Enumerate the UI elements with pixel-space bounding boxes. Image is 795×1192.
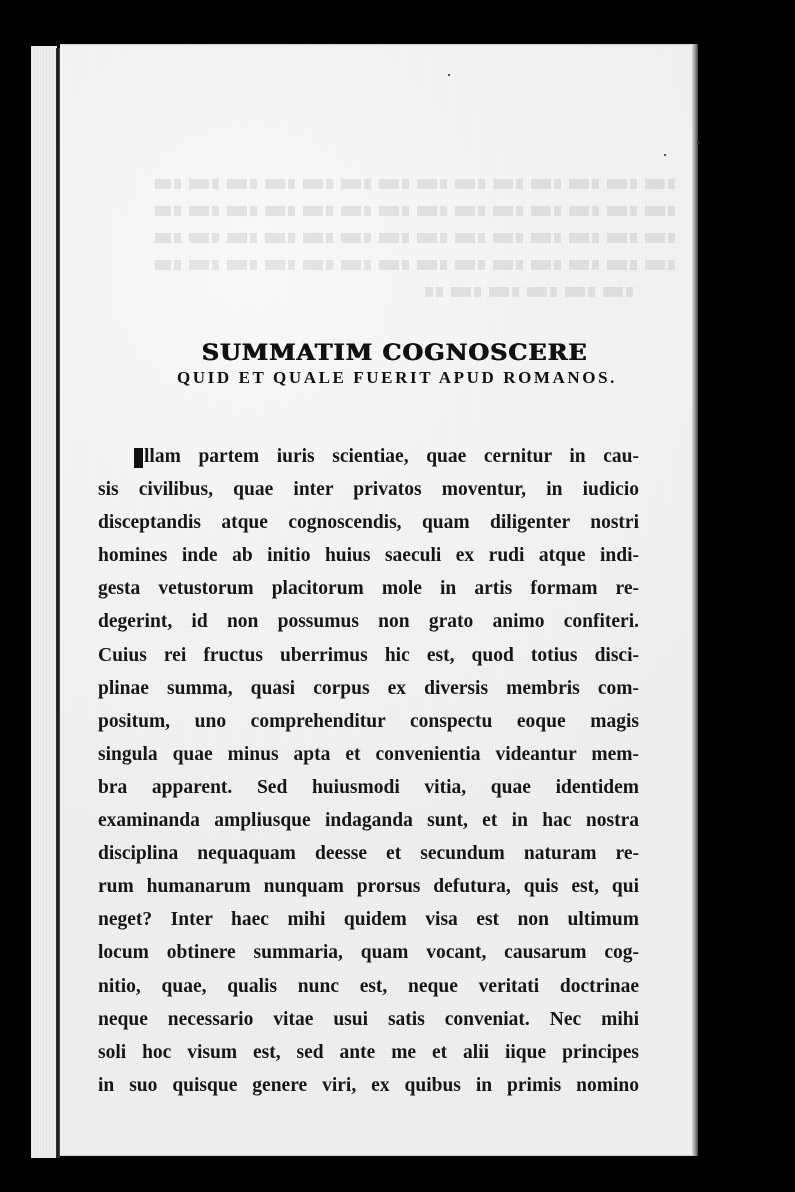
chapter-subtitle: QUID ET QUALE FUERIT APUD ROMANOS.: [176, 368, 618, 387]
drop-cap: [134, 448, 143, 468]
text-line: [98, 440, 639, 473]
body-paragraph: [98, 440, 639, 1102]
paper-speck: [697, 141, 700, 144]
text-line: neque necessario vitae usui satis conveniat. Nec mihi: [98, 1008, 639, 1030]
text-line: homines inde ab initio huius saeculi ex rudi atque indi-: [98, 545, 639, 567]
text-line: locum obtinere summaria, quam vocant, causarum cog-: [98, 942, 639, 964]
text-line: degerint, id non possumus non grato animo confiteri.: [98, 611, 639, 633]
text-line: gesta vetustorum placitorum mole in artis formam re-: [98, 578, 639, 600]
text-line: rum humanarum nunquam prorsus defutura, quis est, qui: [98, 876, 639, 898]
text-line: positum, uno comprehenditur conspectu eoque magis: [98, 710, 639, 732]
chapter-heading: [60, 340, 698, 388]
paper-speck: [664, 154, 666, 156]
reverse-side-show-through: [155, 179, 675, 339]
text-line: in suo quisque genere viri, ex quibus in primis nomino: [98, 1074, 639, 1096]
page-right-edge: [692, 44, 698, 1156]
previous-leaf-edge: [31, 46, 57, 1158]
text-line: singula quae minus apta et convenientia videantur mem-: [98, 743, 639, 765]
chapter-title: SUMMATIM COGNOSCERE: [202, 340, 588, 366]
text-line: plinae summa, quasi corpus ex diversis membris com-: [98, 677, 639, 699]
text-line: examinanda ampliusque indaganda sunt, et in hac nostra: [98, 810, 639, 832]
text-line: nitio, quae, qualis nunc est, neque veritati doctrinae: [98, 975, 639, 997]
text-line-content: llam partem iuris scientiae, quae cernitur in cau-: [144, 446, 639, 467]
text-line: disciplina nequaquam deesse et secundum naturam re-: [98, 843, 639, 865]
text-line: neget? Inter haec mihi quidem visa est non ultimum: [98, 909, 639, 931]
text-line: disceptandis atque cognoscendis, quam diligenter nostri: [98, 512, 639, 534]
text-line: soli hoc visum est, sed ante me et alii iique principes: [98, 1041, 639, 1063]
text-line: sis civilibus, quae inter privatos moventur, in iudicio: [98, 479, 639, 501]
text-line: bra apparent. Sed huiusmodi vitia, quae identidem: [98, 776, 639, 798]
text-line: Cuius rei fructus uberrimus hic est, quod totius disci-: [98, 644, 639, 666]
paper-speck: [448, 74, 450, 76]
